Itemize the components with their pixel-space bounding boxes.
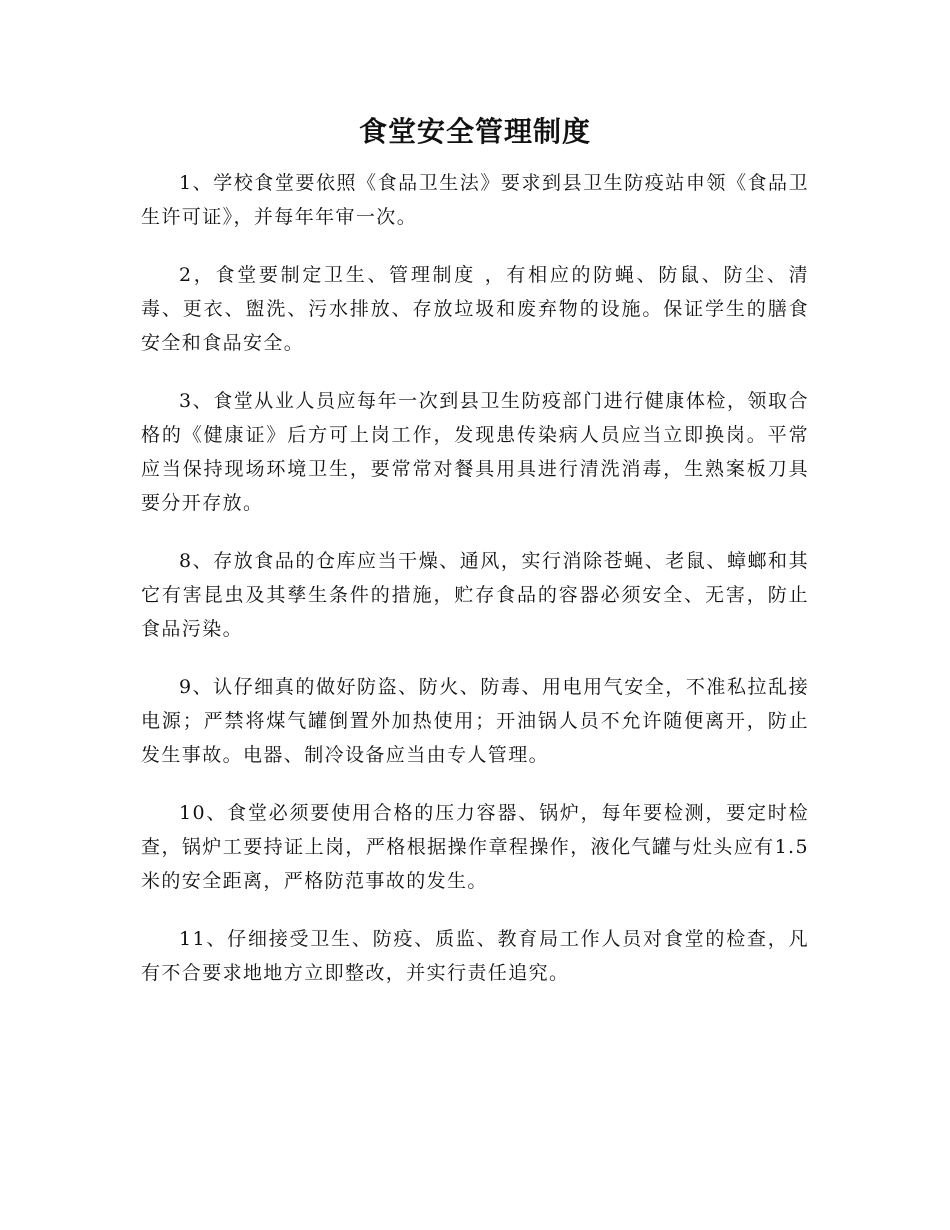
paragraph-10: 10、食堂必须要使用合格的压力容器、锅炉，每年要检测，要定时检查，锅炉工要持证上岗，严格根据操作章程操作，液化气罐与灶头应有1.5米的安全距离，严格防范事故的发生。 <box>141 802 809 892</box>
paragraph-2: 2，食堂要制定卫生、管理制度 ，有相应的防蝇、防鼠、防尘、清毒、更衣、盥洗、污水排放、存放垃圾和废弃物的设施。保证学生的膳食安全和食品安全。 <box>141 264 809 354</box>
paragraph-8: 8、存放食品的仓库应当干燥、通风，实行消除苍蝇、老鼠、蟑螂和其它有害昆虫及其孳生条件的措施，贮存食品的容器必须安全、无害，防止食品污染。 <box>141 550 809 640</box>
document-body <box>141 166 809 1014</box>
paragraph-1: 1、学校食堂要依照《食品卫生法》要求到县卫生防疫站申领《食品卫生许可证》，并每年年审一次。 <box>141 172 809 228</box>
document-title: 食堂安全管理制度 <box>358 115 591 148</box>
paragraph-11: 11、仔细接受卫生、防疫、质监、教育局工作人员对食堂的检查，凡有不合要求地地方立即整改，并实行责任追究。 <box>141 928 809 984</box>
paragraph-9: 9、认仔细真的做好防盗、防火、防毒、用电用气安全，不准私拉乱接电源；严禁将煤气罐倒置外加热使用；开油锅人员不允许随便离开，防止发生事故。电器、制冷设备应当由专人管理。 <box>141 676 809 766</box>
paragraph-3: 3、食堂从业人员应每年一次到县卫生防疫部门进行健康体检，领取合格的《健康证》后方可上岗工作，发现患传染病人员应当立即换岗。平常应当保持现场环境卫生，要常常对餐具用具进行清洗消毒，生熟案板刀具要分开存放。 <box>141 390 809 514</box>
